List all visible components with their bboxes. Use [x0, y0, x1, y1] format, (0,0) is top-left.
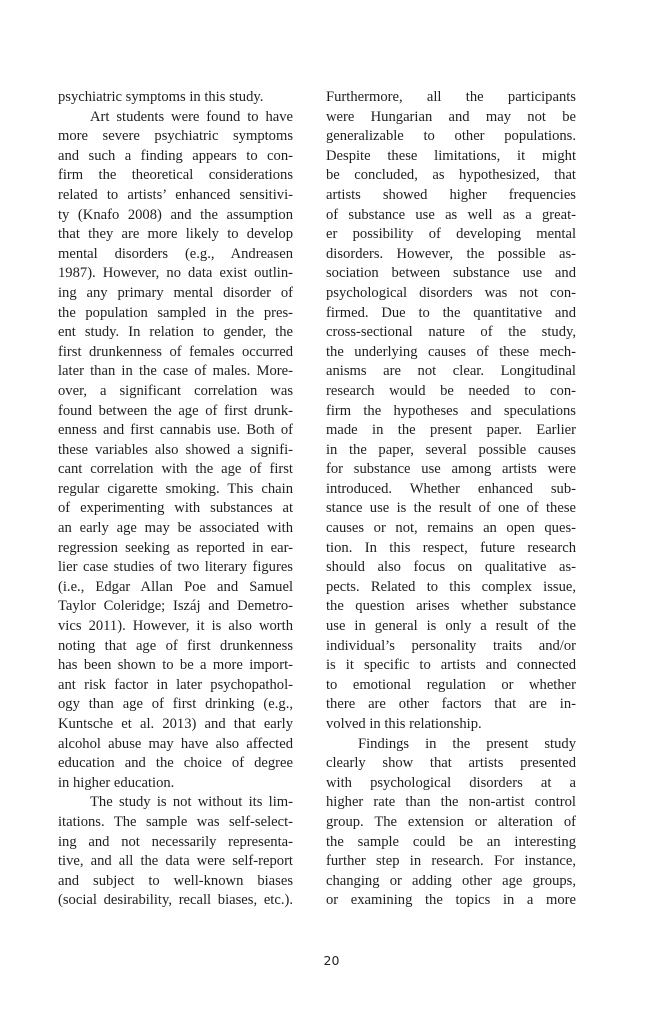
page-number: 20: [323, 953, 340, 968]
text-line: higher rate than the non-artist control: [326, 794, 576, 811]
text-line: clearly show that artists presented: [326, 755, 576, 772]
text-line: tive, and all the data were self-report: [58, 853, 293, 870]
text-line: stance use is the result of one of these: [326, 500, 576, 517]
text-line: pects. Related to this complex issue,: [326, 578, 576, 595]
text-line: with psychological disorders at a: [326, 774, 576, 791]
text-line: and such a finding appears to con-: [58, 147, 293, 164]
text-line: ogy than age of first drinking (e.g.,: [58, 696, 293, 713]
text-line: firm the theoretical considerations: [58, 167, 293, 184]
text-line: later than in the case of males. More-: [58, 363, 293, 380]
text-line: (social desirability, recall biases, etc.).: [58, 892, 293, 909]
text-line: ent study. In relation to gender, the: [58, 324, 293, 341]
text-line: these variables also showed a signifi-: [58, 441, 293, 458]
text-line: cross-sectional nature of the study,: [326, 324, 576, 341]
text-line: in higher education.: [58, 774, 175, 791]
text-line: Art students were found to have: [90, 108, 293, 125]
text-line: itations. The sample was self-select-: [58, 813, 293, 830]
text-line: volved in this relationship.: [326, 716, 482, 732]
text-line: use in general is only a result of the: [326, 618, 576, 635]
text-line: should also focus on qualitative as-: [326, 559, 576, 576]
text-line: psychological disorders was not con-: [326, 284, 576, 301]
text-line: related to artists’ enhanced sensitivi-: [58, 186, 293, 203]
text-line: 1987). However, no data exist outlin-: [58, 265, 293, 282]
text-line: an early age may be associated with: [58, 520, 293, 537]
text-line: that they are more likely to develop: [58, 226, 293, 243]
text-line: in the paper, several possible causes: [326, 441, 576, 458]
text-line: Furthermore, all the participants: [326, 89, 576, 105]
text-line: Kuntsche et al. 2013) and that early: [58, 716, 293, 732]
text-line: noting that age of first drunkenness: [58, 637, 293, 654]
text-line: the population sampled in the pres-: [58, 304, 293, 321]
text-line: firmed. Due to the quantitative and: [326, 304, 576, 321]
text-line: (i.e., Edgar Allan Poe and Samuel: [58, 578, 293, 595]
text-line: er possibility of developing mental: [326, 226, 576, 243]
text-line: be concluded, as hypothesized, that: [326, 167, 576, 184]
text-line: were Hungarian and may not be: [326, 108, 576, 125]
text-line: or examining the topics in a more: [326, 892, 576, 909]
text-line: lier case studies of two literary figures: [58, 559, 293, 576]
text-line: of substance use as well as a great-: [326, 206, 576, 223]
text-line: regression seeking as reported in ear-: [58, 539, 293, 556]
text-line: individual’s personality traits and/or: [326, 637, 576, 654]
text-line: vics 2011). However, it is also worth: [58, 618, 293, 635]
text-line: psychiatric symptoms in this study.: [58, 89, 264, 105]
text-line: disorders. However, the possible as-: [326, 245, 576, 262]
text-line: has been shown to be a more import-: [58, 657, 293, 674]
text-line: artists showed higher frequencies: [326, 186, 576, 203]
text-line: alcohol abuse may have also affected: [58, 735, 293, 752]
text-line: anisms are not clear. Longitudinal: [326, 363, 576, 380]
text-line: ing any primary mental disorder of: [58, 284, 293, 301]
text-line: cant correlation with the age of first: [58, 461, 293, 478]
text-line: more severe psychiatric symptoms: [58, 128, 293, 145]
left-text-column: [58, 88, 293, 911]
text-line: is it specific to artists and connected: [326, 657, 576, 674]
text-line: found between the age of first drunk-: [58, 402, 293, 419]
text-line: mental disorders (e.g., Andreasen: [58, 245, 293, 262]
text-line: enness and first cannabis use. Both of: [58, 422, 293, 439]
text-line: sociation between substance use and: [326, 265, 576, 282]
text-line: education and the choice of degree: [58, 755, 293, 772]
text-line: further step in research. For instance,: [326, 853, 576, 870]
text-line: of experimenting with substances at: [58, 500, 293, 517]
text-line: there are other factors that are in-: [326, 696, 576, 713]
text-line: The study is not without its lim-: [90, 794, 293, 811]
text-line: group. The extension or alteration of: [326, 813, 576, 830]
text-line: causes or not, remains an open ques-: [326, 520, 576, 537]
text-line: regular cigarette smoking. This chain: [58, 480, 293, 497]
text-line: Findings in the present study: [358, 735, 576, 752]
right-text-column: [326, 88, 576, 911]
text-line: the question arises whether substance: [326, 598, 576, 615]
text-line: the sample could be an interesting: [326, 833, 576, 850]
text-line: generalizable to other populations.: [326, 128, 576, 145]
text-line: Taylor Coleridge; Iszáj and Demetro-: [58, 598, 293, 615]
text-line: made in the present paper. Earlier: [326, 422, 576, 439]
text-line: Despite these limitations, it might: [326, 147, 576, 164]
text-line: tion. In this respect, future research: [326, 539, 576, 556]
text-line: changing or adding other age groups,: [326, 872, 576, 889]
text-line: to emotional regulation or whether: [326, 676, 576, 693]
text-line: introduced. Whether enhanced sub-: [326, 480, 576, 497]
text-line: the underlying causes of these mech-: [326, 343, 576, 360]
text-line: firm the hypotheses and speculations: [326, 402, 576, 419]
text-line: research would be needed to con-: [326, 382, 576, 399]
text-line: ant risk factor in later psychopathol-: [58, 676, 293, 693]
text-line: for substance use among artists were: [326, 461, 576, 478]
text-line: ty (Knafo 2008) and the assumption: [58, 206, 293, 223]
text-line: and subject to well-known biases: [58, 872, 293, 889]
text-line: first drunkenness of females occurred: [58, 343, 293, 360]
text-line: ing and not necessarily representa-: [58, 833, 293, 850]
text-line: over, a significant correlation was: [58, 382, 293, 399]
